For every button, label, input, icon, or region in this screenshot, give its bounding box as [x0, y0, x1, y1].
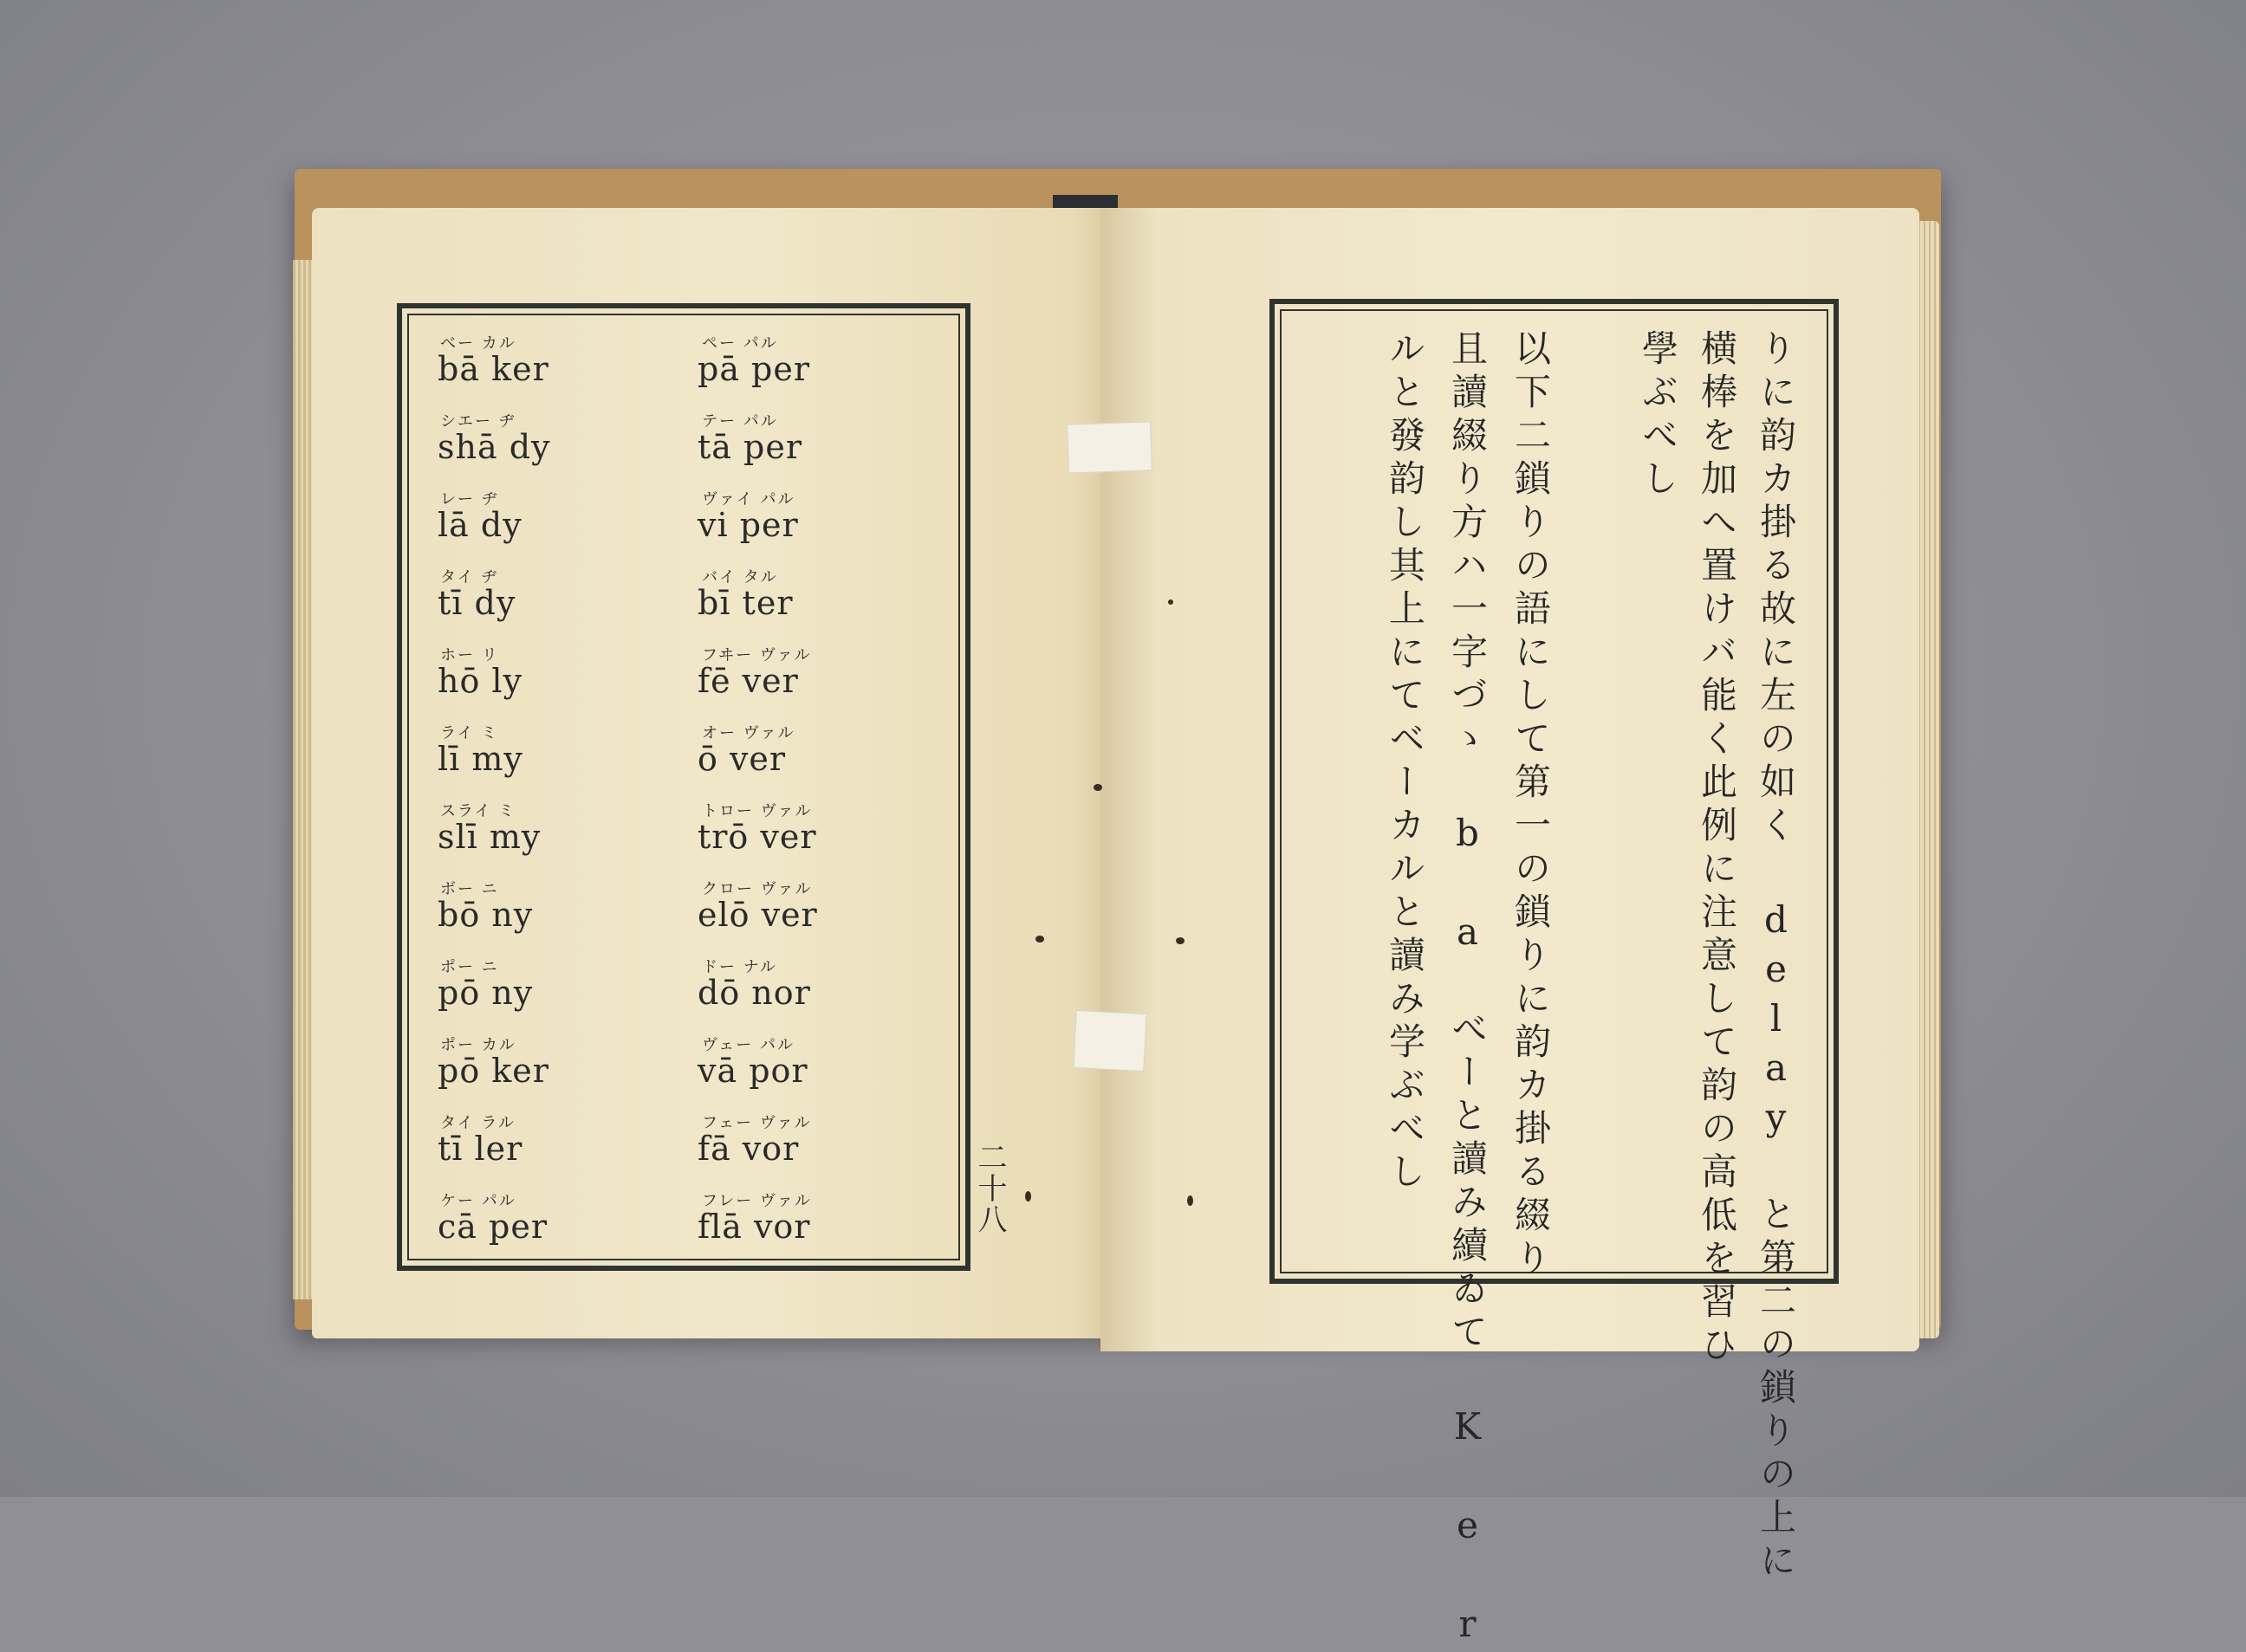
- kana-reading: トロー ヴァル: [702, 802, 813, 820]
- right-text-frame: [1269, 299, 1839, 1284]
- binding-tape-top: [1067, 421, 1152, 473]
- kana-reading: フヰー ヴァル: [702, 646, 812, 664]
- english-word: pā per: [698, 350, 811, 388]
- english-word: trō ver: [698, 818, 817, 856]
- text-column: 以下二鎖りの語にして第一の鎖りに韵カ掛る綴り: [1509, 329, 1552, 1282]
- english-word: slī my: [438, 818, 542, 856]
- word-row: [433, 565, 841, 643]
- text-column: 且讀綴り方ハ一字づゝ b a べーと讀み續ゐて K e r: [1446, 329, 1489, 1652]
- kana-reading: オー ヴァル: [702, 724, 795, 742]
- english-word: cā per: [438, 1208, 548, 1246]
- english-word: pō ker: [438, 1052, 549, 1090]
- word-row: [433, 955, 841, 1033]
- english-word: bī ter: [698, 584, 794, 622]
- binding-hole: [1176, 937, 1185, 944]
- kana-reading: ライ ミ: [440, 724, 499, 742]
- kana-reading: ペー パル: [702, 334, 778, 353]
- binding-hole: [1168, 599, 1173, 605]
- word-row: [433, 643, 841, 721]
- kana-reading: ケー パル: [440, 1192, 516, 1210]
- english-word: vi per: [698, 506, 799, 544]
- word-row: [433, 1033, 841, 1111]
- english-word: pō ny: [438, 974, 534, 1012]
- english-word: vā por: [698, 1052, 808, 1090]
- word-row: [433, 1111, 841, 1189]
- binding-hole: [1035, 936, 1044, 943]
- page-number: 二十八: [972, 1142, 1007, 1235]
- kana-reading: タイ ラル: [440, 1114, 516, 1132]
- english-word: bā ker: [438, 350, 549, 388]
- word-row: [433, 799, 841, 877]
- kana-reading: べー カル: [440, 334, 516, 353]
- text-column: りに韵カ掛る故に左の如く delay と第二の鎖りの上に: [1755, 329, 1797, 1584]
- kana-reading: ポー ニ: [440, 958, 499, 976]
- english-word: ō ver: [698, 740, 787, 778]
- binding-tape-bottom: [1073, 1010, 1146, 1072]
- english-word: tī dy: [438, 584, 516, 622]
- english-word: lā dy: [438, 506, 523, 544]
- kana-reading: クロー ヴァル: [702, 880, 813, 898]
- kana-reading: ヴァイ パル: [702, 490, 795, 509]
- kana-reading: フレー ヴァル: [702, 1192, 812, 1210]
- english-word: tā per: [698, 428, 802, 466]
- text-column: ルと發韵し其上にてベーカルと讀み学ぶべし: [1384, 329, 1426, 1195]
- kana-reading: ホー リ: [440, 646, 499, 664]
- kana-reading: テー パル: [702, 412, 778, 431]
- word-row: [433, 487, 841, 565]
- kana-reading: ポー カル: [440, 1036, 516, 1054]
- english-word: shā dy: [438, 428, 551, 466]
- english-word: dō nor: [698, 974, 811, 1012]
- english-word: fē ver: [698, 662, 799, 700]
- kana-reading: バイ タル: [702, 568, 778, 586]
- english-word: flā vor: [698, 1208, 811, 1246]
- word-row: [433, 331, 841, 409]
- kana-reading: レー ヂ: [440, 490, 499, 509]
- english-word: fā vor: [698, 1130, 800, 1168]
- kana-reading: ドー ナル: [702, 958, 777, 976]
- english-word: bō ny: [438, 896, 534, 934]
- binding-hole: [1094, 784, 1102, 791]
- kana-reading: ヴェー パル: [702, 1036, 795, 1054]
- english-word: hō ly: [438, 662, 523, 700]
- english-word: elō ver: [698, 896, 818, 934]
- word-row: [433, 877, 841, 955]
- english-word: tī ler: [438, 1130, 523, 1168]
- english-word: lī my: [438, 740, 523, 778]
- binding-hole: [1025, 1191, 1031, 1202]
- word-list: [433, 331, 841, 1267]
- kana-reading: シエー ヂ: [440, 412, 516, 431]
- text-column: 學ぶべし: [1637, 329, 1679, 502]
- word-row: [433, 1189, 841, 1267]
- word-row: [433, 409, 841, 487]
- binding-hole: [1187, 1195, 1193, 1206]
- text-column: 横棒を加へ置けバ能く此例に注意して韵の高低を習ひ: [1696, 329, 1738, 1369]
- word-row: [433, 721, 841, 799]
- kana-reading: フェー ヴァル: [702, 1114, 812, 1132]
- kana-reading: スライ ミ: [440, 802, 516, 820]
- kana-reading: ボー ニ: [440, 880, 499, 898]
- kana-reading: タイ ヂ: [440, 568, 499, 586]
